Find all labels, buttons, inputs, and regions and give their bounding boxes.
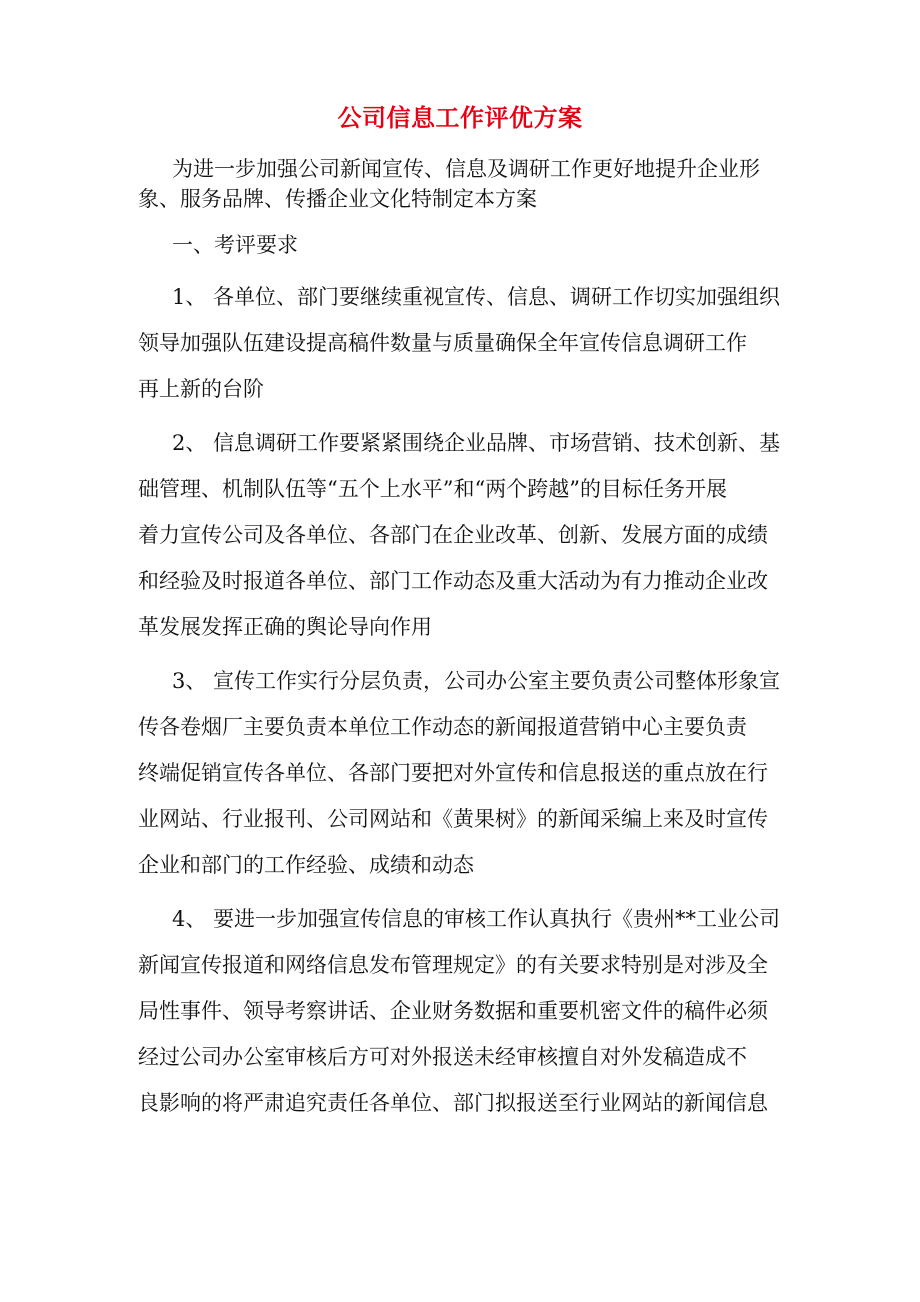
item2-line-2: 础管理、机制队伍等“五个上水平”和“两个跨越”的目标任务开展 — [138, 477, 727, 501]
item2-line-5: 革发展发挥正确的舆论导向作用 — [138, 615, 432, 639]
item4-line-5: 良影响的将严肃追究责任各单位、部门拟报送至行业网站的新闻信息 — [138, 1091, 768, 1115]
item3-line-4: 业网站、行业报刊、公司网站和《黄果树》的新闻采编上来及时宣传 — [138, 807, 768, 831]
item3-line-5: 企业和部门的工作经验、成绩和动态 — [138, 853, 474, 877]
item4-line-3: 局性事件、领导考察讲话、企业财务数据和重要机密文件的稿件必须 — [138, 999, 768, 1023]
item2-line-3: 着力宣传公司及各单位、各部门在企业改革、创新、发展方面的成绩 — [138, 523, 768, 547]
document-title: 公司信息工作评优方案 — [337, 104, 583, 132]
item1-line-2: 领导加强队伍建设提高稿件数量与质量确保全年宣传信息调研工作 — [138, 331, 747, 355]
item4-line-2: 新闻宣传报道和网络信息发布管理规定》的有关要求特别是对涉及全 — [138, 953, 768, 977]
intro-line-2: 象、服务品牌、传播企业文化特制定本方案 — [138, 187, 537, 211]
item1-line-1: 1、 各单位、部门要继续重视宣传、信息、调研工作切实加强组织 — [172, 285, 781, 309]
item4-line-4: 经过公司办公室审核后方可对外报送未经审核擅自对外发稿造成不 — [138, 1045, 747, 1069]
item1-line-3: 再上新的台阶 — [138, 377, 264, 401]
section-heading: 一、考评要求 — [172, 233, 298, 257]
item3-line-1: 3、 宣传工作实行分层负责，公司办公室主要负责公司整体形象宣 — [172, 669, 781, 693]
intro-line-1: 为进一步加强公司新闻宣传、信息及调研工作更好地提升企业形 — [172, 157, 760, 181]
item4-line-1: 4、 要进一步加强宣传信息的审核工作认真执行《贵州**工业公司 — [172, 907, 781, 931]
item2-line-4: 和经验及时报道各单位、部门工作动态及重大活动为有力推动企业改 — [138, 569, 768, 593]
item2-line-1: 2、 信息调研工作要紧紧围绕企业品牌、市场营销、技术创新、基 — [172, 431, 781, 455]
item3-line-3: 终端促销宣传各单位、各部门要把对外宣传和信息报送的重点放在行 — [138, 761, 768, 785]
item3-line-2: 传各卷烟厂主要负责本单位工作动态的新闻报道营销中心主要负责 — [138, 715, 747, 739]
